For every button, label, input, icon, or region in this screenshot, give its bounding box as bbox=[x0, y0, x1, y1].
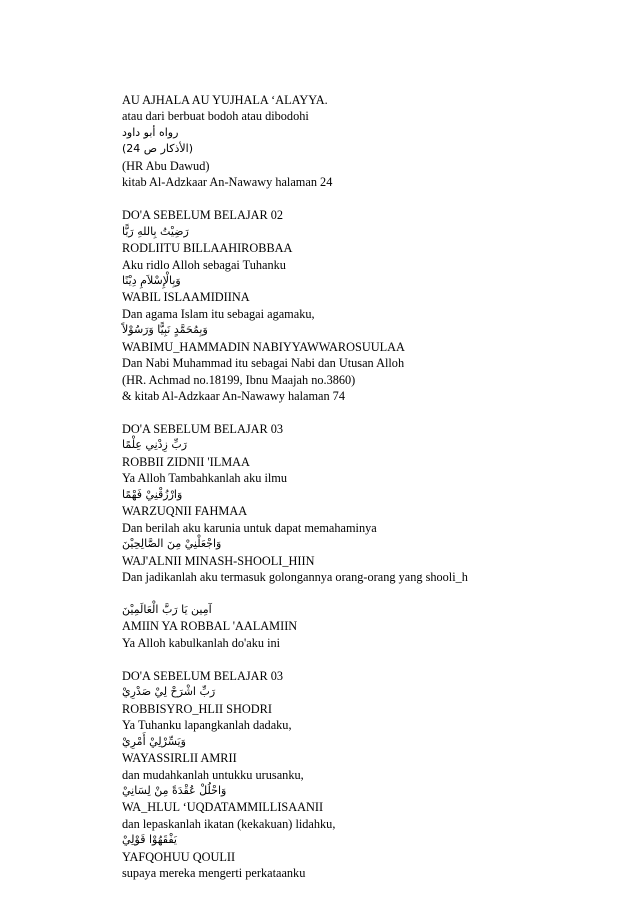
arabic-text-line: يَفْقَهُوْا قَوْلِيْ bbox=[122, 833, 177, 847]
arabic-text-line: وَارْزُقْنِيْ فَهْمًا bbox=[122, 487, 183, 501]
text-line: Dan berilah aku karunia untuk dapat memahaminya bbox=[122, 520, 377, 535]
arabic-text-line: (الأذكار ص 24) bbox=[122, 142, 194, 156]
blank-line bbox=[122, 405, 522, 421]
text-line: RODLIITU BILLAAHIROBBAA bbox=[122, 241, 293, 256]
text-line: Dan jadikanlah aku termasuk golongannya orang-orang yang shooli_h bbox=[122, 570, 468, 585]
text-line: AU AJHALA AU YUJHALA ‘ALAYYA. bbox=[122, 93, 328, 107]
text-line: Dan Nabi Muhammad itu sebagai Nabi dan Utusan Alloh bbox=[122, 356, 405, 371]
text-line: Ya Alloh Tambahkanlah aku ilmu bbox=[122, 471, 288, 486]
text-line: & kitab Al-Adzkaar An-Nawawy halaman 74 bbox=[122, 389, 345, 404]
text-line: WAYASSIRLII AMRII bbox=[122, 751, 237, 766]
text-line: atau dari berbuat bodoh atau dibodohi bbox=[122, 109, 309, 124]
text-line: (HR Abu Dawud) bbox=[122, 158, 210, 173]
arabic-text-line: آمِين يَا رَبَّ الْعَالَمِيْنَ bbox=[122, 603, 212, 616]
text-line: kitab Al-Adzkaar An-Nawawy halaman 24 bbox=[122, 175, 333, 190]
text-line: DO'A SEBELUM BELAJAR 03 bbox=[122, 422, 284, 437]
text-line: Ya Alloh kabulkanlah do'aku ini bbox=[122, 635, 281, 650]
text-line: WARZUQNII FAHMAA bbox=[122, 504, 248, 519]
arabic-text-line: رَبِّ اشْرَحْ لِيْ صَدْرِيْ bbox=[122, 685, 216, 699]
text-line: Aku ridlo Alloh sebagai Tuhanku bbox=[122, 257, 286, 272]
arabic-text-line: رَبِّ زِدْنِي عِلْمًا bbox=[122, 438, 188, 452]
document-body bbox=[122, 92, 522, 882]
arabic-text-line: وَبِمُحَمَّدٍ نَبِيًّا وَرَسُوْلاً bbox=[122, 323, 208, 337]
text-line: AMIIN YA ROBBAL 'AALAMIIN bbox=[122, 619, 298, 634]
text-line: dan mudahkanlah untukku urusanku, bbox=[122, 767, 304, 782]
text-line: ROBBISYRO_HLII SHODRI bbox=[122, 701, 272, 716]
blank-line bbox=[122, 586, 522, 602]
text-line: WAJ'ALNII MINASH-SHOOLI_HIIN bbox=[122, 553, 315, 568]
arabic-text-line: وَيَسِّرْلِيْ أَمْرِيْ bbox=[122, 734, 186, 748]
text-line: YAFQOHUU QOULII bbox=[122, 849, 236, 864]
text-line: WA_HLUL ‘UQDATAMMILLISAANII bbox=[122, 800, 324, 815]
arabic-text-line: وَاجْعَلْنِيْ مِنَ الصَّالِحِيْنَ bbox=[122, 537, 222, 551]
text-line: dan lepaskanlah ikatan (kekakuan) lidahku, bbox=[122, 816, 336, 831]
text-line: ROBBII ZIDNII 'ILMAA bbox=[122, 454, 250, 469]
blank-line bbox=[122, 651, 522, 667]
text-line: Ya Tuhanku lapangkanlah dadaku, bbox=[122, 718, 292, 733]
arabic-text-line: وَبِالْإِسْلاَمِ دِيْنًا bbox=[122, 273, 181, 287]
arabic-text-line: وَاحْلُلْ عُقْدَةً مِنْ لِسَانِيْ bbox=[122, 783, 227, 797]
text-line: DO'A SEBELUM BELAJAR 03 bbox=[122, 668, 284, 683]
text-line: DO'A SEBELUM BELAJAR 02 bbox=[122, 208, 284, 223]
text-line: WABIL ISLAAMIDIINA bbox=[122, 290, 250, 305]
text-line: WABIMU_HAMMADIN NABIYYAWWAROSUULAA bbox=[122, 339, 405, 354]
text-line: Dan agama Islam itu sebagai agamaku, bbox=[122, 306, 315, 321]
text-line: supaya mereka mengerti perkataanku bbox=[122, 866, 306, 881]
text-line: (HR. Achmad no.18199, Ibnu Maajah no.3860) bbox=[122, 372, 356, 387]
blank-line bbox=[122, 191, 522, 207]
arabic-text-line: رواه أبو داود bbox=[122, 125, 179, 139]
arabic-text-line: رَضِيْتُ بِاللهِ رَبًّا bbox=[122, 224, 189, 238]
